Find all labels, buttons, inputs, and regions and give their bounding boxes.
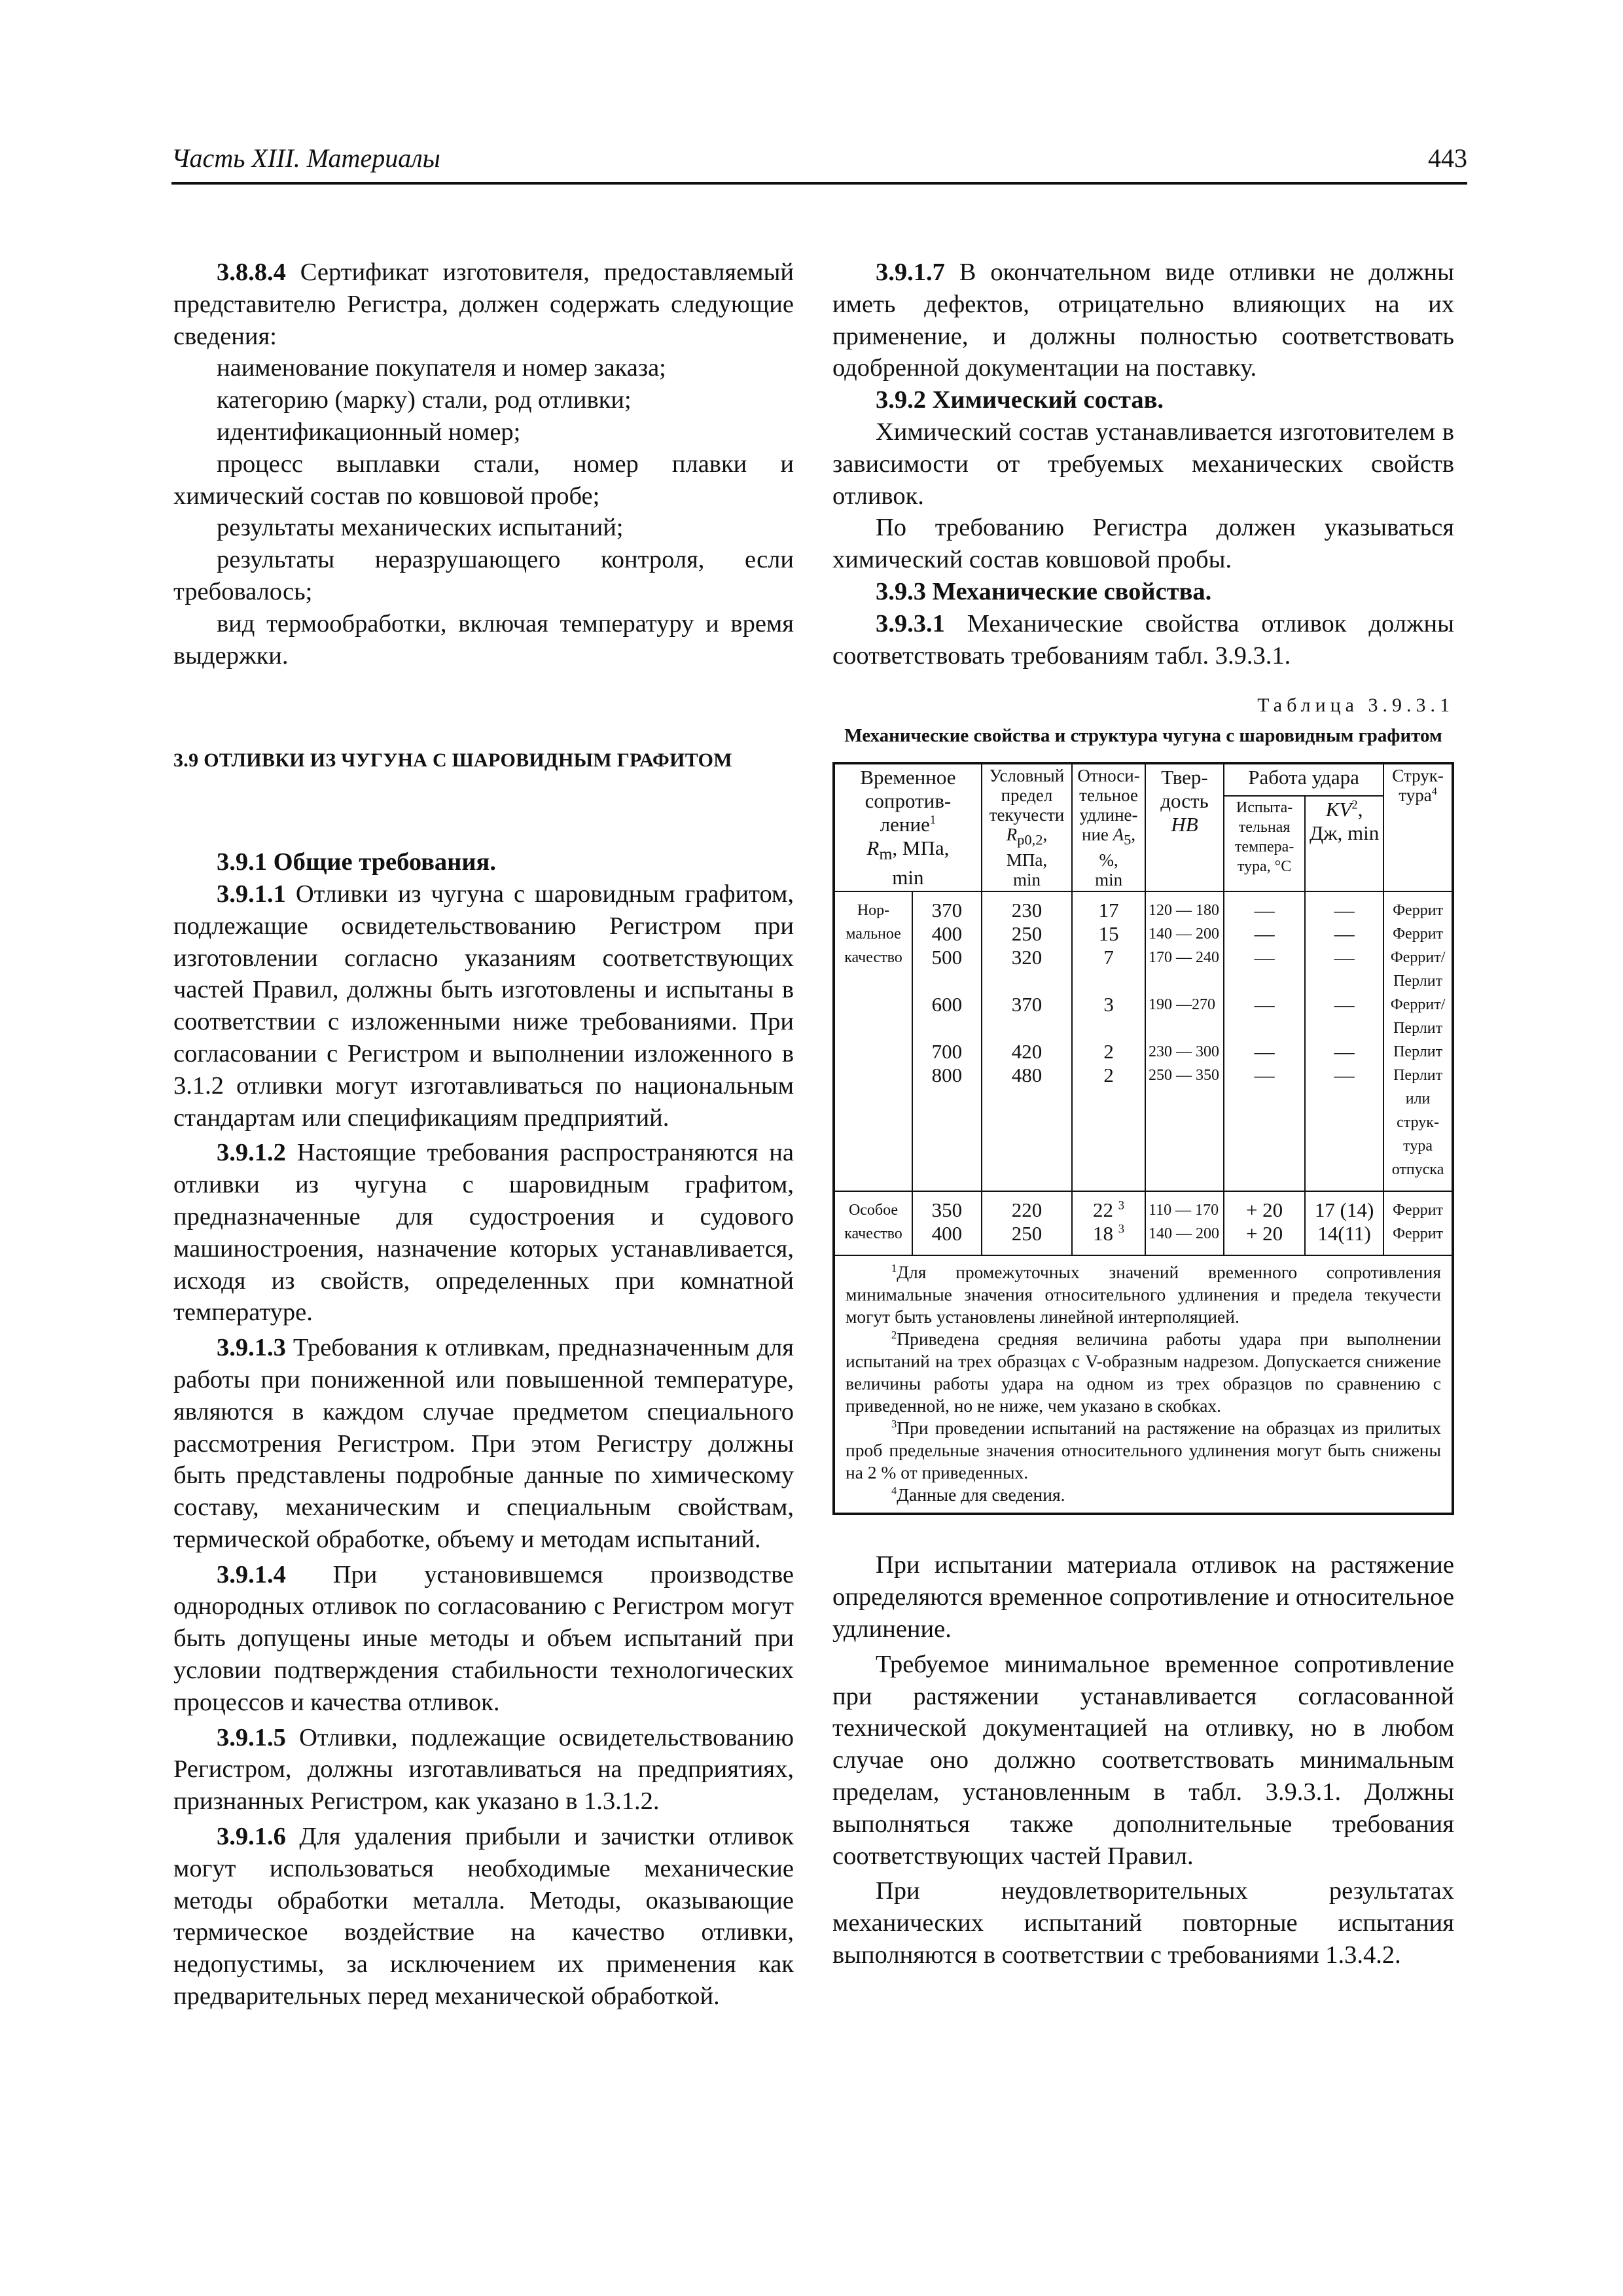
paragraph-3-8-8-4: [173, 257, 794, 352]
header-text: Твер-дость: [1160, 766, 1209, 813]
a5-cell: [1072, 891, 1145, 1191]
hb-cell: [1145, 1191, 1224, 1255]
cell-value: —: [1254, 1040, 1275, 1064]
hb-cell: [1145, 891, 1224, 1191]
cell-value: 3: [1103, 993, 1114, 1016]
header-min: min: [1095, 869, 1123, 889]
paragraph-3-9-1-2: [173, 1137, 794, 1329]
cell-value: 250: [1011, 922, 1043, 946]
cell-value: 140 — 200: [1149, 925, 1220, 943]
note-text: Приведена средняя величина работы удара при выполнении испытаний на трех образцах с V-образным надрезом. Допускается снижение величины работы удара на одном из трех образцов по сравнению с приведенной, но не ниже, чем указано в скобках.: [846, 1329, 1441, 1416]
list-item: идентификационный номер;: [217, 418, 521, 446]
heading-3-9-2: 3.9.2 Химический состав.: [876, 386, 1164, 414]
page-number: 443: [1428, 143, 1467, 173]
header-impact: Работа удара: [1224, 763, 1383, 796]
clause-text: Требования к отливкам, предназначенным для работы при пониженной или повышенной температуре, являются в каждом случае предметом специального рассмотрения Регистром. При этом Регистру должны быть представлены подробные данные по химическому составу, механическим и специальным свойствам, термической обработке, объему и методам испытаний.: [173, 1334, 794, 1553]
cell-value: 800: [931, 1064, 963, 1087]
subscript: p0,2: [1017, 831, 1043, 848]
group-label: Особое качество: [834, 1191, 912, 1255]
cell-value: —: [1334, 922, 1355, 946]
cell-value: 370: [1011, 993, 1043, 1016]
table-row-group-normal: [834, 891, 1453, 1191]
table-note: [846, 1417, 1441, 1484]
footnote-ref: 1: [929, 813, 936, 827]
header-text: Относи-тельное удлине-ние: [1077, 766, 1140, 845]
paragraph-3-9-1-7: [832, 257, 1454, 384]
header-text: Временное сопротив-: [860, 766, 956, 813]
cell-value: —: [1334, 1040, 1355, 1064]
table-notes: [834, 1255, 1453, 1514]
cell-value: 18: [1093, 1222, 1114, 1246]
clause-number: 3.8.8.4: [217, 259, 286, 286]
header-elongation: Относи-тельное удлине-ние $A_5$, %, min: [1072, 763, 1145, 891]
cell-value: 400: [931, 1222, 963, 1246]
clause-text: Настоящие требования распространяются на отливки из чугуна с шаровидным графитом, предназначенные для судостроения и судового машиностроения, назначение которых устанавливается, исходя из свойств, определенных при комнатной температуре.: [173, 1139, 794, 1327]
cell-value: 350: [931, 1198, 963, 1222]
cell-value: 7: [1103, 946, 1114, 969]
mechanical-properties-table: [832, 762, 1454, 1515]
cell-value: —: [1334, 899, 1355, 922]
footnote-mark: 1: [891, 1262, 897, 1275]
cell-value: 2: [1103, 1040, 1114, 1064]
table-notes-row: [834, 1255, 1453, 1514]
temp-cell: [1224, 1191, 1305, 1255]
cell-value: 480: [1011, 1064, 1043, 1087]
header-unit: , МПа,: [892, 836, 950, 860]
clause-text: Механические свойства отливок должны соответствовать требованиям табл. 3.9.3.1.: [832, 609, 1454, 670]
cell-value: Перлит или струк-тура отпуска: [1391, 1067, 1444, 1179]
header-tensile: [834, 763, 982, 891]
cell-value: Феррит/ Перлит: [1390, 996, 1446, 1037]
paragraph-3-9-2-b: По требованию Регистра должен указываться химический состав ковшовой пробы.: [832, 514, 1454, 574]
kv-cell: [1305, 1191, 1383, 1255]
cell-value: Феррит: [1393, 1225, 1444, 1243]
cell-value: 400: [931, 922, 963, 946]
cell-value: —: [1254, 993, 1275, 1016]
header-min: min: [1012, 869, 1041, 889]
cell-value: Феррит: [1393, 925, 1444, 943]
table-note: [846, 1261, 1441, 1328]
clause-number: 3.9.1.2: [217, 1139, 286, 1167]
paragraph-after-table-2: Требуемое минимальное временное сопротивление при растяжении устанавливается согласованной технической документацией на отливку, но в любом случае оно должно соответствовать минимальным пределам, установленным в табл. 3.9.3.1. Должны выполняться также дополнительные требования соответствующих частей Правил.: [832, 1650, 1454, 1870]
footnote-ref: 3: [1118, 1223, 1125, 1237]
header-kv: $KV^2$, Дж, min: [1305, 796, 1383, 891]
paragraph-3-9-1-1: [173, 878, 794, 1134]
cell-value: —: [1334, 946, 1355, 969]
group-label: Нор-мальное качество: [834, 891, 912, 1191]
cell-value: 190 —270: [1149, 996, 1216, 1014]
cell-value: 250 — 350: [1149, 1067, 1220, 1085]
list-item: вид термообработки, включая температуру и время выдержки.: [173, 609, 794, 670]
clause-text: Сертификат изготовителя, предоставляемый представителю Регистра, должен содержать следующие сведения:: [173, 259, 794, 350]
symbol: A: [1113, 825, 1124, 845]
header-text: ление: [880, 813, 930, 836]
cell-value: 220: [1011, 1198, 1043, 1222]
cell-value: 17 (14): [1314, 1198, 1374, 1222]
paragraph-3-9-3-1: [832, 608, 1454, 672]
temp-cell: [1224, 891, 1305, 1191]
clause-number: 3.9.1.4: [217, 1560, 286, 1588]
cell-value: 600: [931, 993, 963, 1016]
paragraph-3-9-1-4: [173, 1559, 794, 1719]
footnote-ref: 3: [1118, 1199, 1125, 1213]
header-hardness: [1145, 763, 1224, 891]
cell-value: 370: [931, 899, 963, 922]
clause-text: Отливки из чугуна с шаровидным графитом, подлежащие освидетельствованию Регистром при изготовлении согласно указаниям соответствующих частей Правил, должны быть изготовлены и испытаны в соответствии с изложенными ниже требованиями. При согласовании с Регистром и выполнении изложенного в 3.1.2 отливки могут изготавливаться по национальным стандартам или спецификациям предприятий.: [173, 880, 794, 1132]
paragraph-after-table-3: При неудовлетворительных результатах механических испытаний повторные испытания выполняются в соответствии с требованиями 1.3.4.2.: [832, 1877, 1454, 1969]
list-item: результаты неразрушающего контроля, если требовалось;: [173, 546, 794, 605]
running-title: Часть XIII. Материалы: [171, 143, 440, 173]
header-text: Условный предел текучести: [989, 766, 1065, 825]
symbol: R: [866, 836, 880, 860]
paragraph-3-9-2-a: Химический состав устанавливается изготовителем в зависимости от требуемых механических свойств отливок.: [832, 418, 1454, 510]
paragraph-3-9-1-3: [173, 1332, 794, 1556]
cell-value: + 20: [1245, 1222, 1283, 1246]
header-unit: МПа,: [1006, 850, 1048, 870]
paragraph-after-table-1: При испытании материала отливок на растяжение определяются временное сопротивление и относительное удлинение.: [832, 1551, 1454, 1643]
footnote-mark: 4: [891, 1484, 897, 1498]
clause-text: В окончательном виде отливки не должны иметь дефектов, отрицательно влияющих на их применение, и должны полностью соответствовать одобренной документации на поставку.: [832, 259, 1454, 382]
header-test-temperature: Испыта-тельная темпера-тура, °С: [1224, 796, 1305, 891]
paragraph-3-9-1-5: [173, 1722, 794, 1818]
rm-cell: [912, 891, 982, 1191]
symbol: KV: [1325, 798, 1352, 821]
cell-value: —: [1334, 993, 1355, 1016]
cell-value: Феррит: [1393, 902, 1444, 920]
cell-value: + 20: [1245, 1198, 1283, 1222]
rp-cell: [982, 891, 1072, 1191]
table-title: Механические свойства и структура чугуна с шаровидным графитом: [844, 725, 1442, 747]
cell-value: 120 — 180: [1149, 902, 1220, 920]
rp-cell: [982, 1191, 1072, 1255]
header-yield: Условный предел текучести $R_{p0,2}$, МПа, min: [982, 763, 1072, 891]
heading-3-9-3: 3.9.3 Механические свойства.: [876, 577, 1212, 605]
cell-value: 230 — 300: [1149, 1043, 1220, 1061]
table-note: [846, 1484, 1441, 1506]
section-title: 3.9 ОТЛИВКИ ИЗ ЧУГУНА С ШАРОВИДНЫМ ГРАФИТОМ: [173, 749, 732, 772]
cell-value: —: [1334, 1064, 1355, 1087]
clause-text: Отливки, подлежащие освидетельствованию Регистром, должны изготавливаться на предприятиях, признанных Регистром, как указано в 1.3.1.2.: [173, 1723, 794, 1816]
note-text: При проведении испытаний на растяжение на образцах из прилитых проб предельные значения относительного удлинения могут быть снижены на 2 % от приведенных.: [846, 1418, 1441, 1483]
cell-value: 320: [1011, 946, 1043, 969]
cell-value: 250: [1011, 1222, 1043, 1246]
table-caption: Таблица 3.9.3.1: [1257, 694, 1454, 717]
heading-3-9-1: 3.9.1 Общие требования.: [217, 848, 496, 876]
clause-number: 3.9.1.6: [217, 1823, 286, 1851]
cell-value: 500: [931, 946, 963, 969]
cell-value: 2: [1103, 1064, 1114, 1087]
cell-value: Феррит: [1393, 1202, 1444, 1219]
header-min: min: [892, 866, 924, 889]
clause-number: 3.9.1.5: [217, 1723, 286, 1751]
cell-value: Перлит: [1393, 1043, 1443, 1061]
list-item: категорию (марку) стали, род отливки;: [217, 386, 632, 414]
header-text: Струк-тура: [1392, 766, 1444, 806]
footnote-ref: 2: [1351, 798, 1358, 812]
rm-cell: [912, 1191, 982, 1255]
a5-cell: [1072, 1191, 1145, 1255]
page-header: [171, 143, 1467, 185]
structure-cell: [1383, 1191, 1453, 1255]
subscript: m: [879, 844, 893, 864]
footnote-ref: 4: [1431, 785, 1437, 798]
cell-value: 15: [1098, 922, 1119, 946]
cell-value: —: [1254, 946, 1275, 969]
clause-number: 3.9.1.7: [876, 259, 945, 286]
table-row-group-special: [834, 1191, 1453, 1255]
cell-value: 700: [931, 1040, 963, 1064]
clause-number: 3.9.3.1: [876, 609, 945, 637]
right-column: [832, 257, 1454, 1971]
paragraph-3-9-1-6: [173, 1821, 794, 2013]
clause-text: Для удаления прибыли и зачистки отливок могут использоваться необходимые механические методы обработки металла. Методы, оказывающие термическое воздействие на качество отливки, недопустимы, за исключением их применения как предварительных перед механической обработкой.: [173, 1823, 794, 2011]
table-note: [846, 1328, 1441, 1417]
list-item: наименование покупателя и номер заказа;: [217, 354, 666, 382]
cell-value: 17: [1098, 899, 1119, 922]
cell-value: —: [1254, 922, 1275, 946]
header-unit: Дж, min: [1309, 821, 1380, 845]
cell-value: 420: [1011, 1040, 1043, 1064]
cell-value: 22: [1093, 1198, 1114, 1222]
symbol: HB: [1171, 813, 1198, 836]
footnote-mark: 2: [891, 1329, 897, 1342]
cell-value: 170 — 240: [1149, 949, 1220, 967]
header-unit: %,: [1099, 850, 1118, 870]
cell-value: —: [1254, 899, 1275, 922]
cell-value: 230: [1011, 899, 1043, 922]
clause-number: 3.9.1.1: [217, 880, 286, 908]
subscript: 5: [1124, 831, 1132, 848]
list-item: результаты механических испытаний;: [217, 514, 624, 542]
footnote-mark: 3: [891, 1418, 897, 1431]
cell-value: Феррит/ Перлит: [1390, 949, 1446, 990]
cell-value: 110 — 170: [1149, 1202, 1219, 1219]
structure-cell: [1383, 891, 1453, 1191]
kv-cell: [1305, 891, 1383, 1191]
clause-number: 3.9.1.3: [217, 1334, 286, 1362]
left-column: [173, 257, 794, 2013]
cell-value: 14(11): [1317, 1222, 1371, 1246]
symbol: R: [1006, 825, 1018, 845]
cell-value: —: [1254, 1064, 1275, 1087]
cell-value: 140 — 200: [1149, 1225, 1220, 1243]
header-structure: [1383, 763, 1453, 891]
list-item: процесс выплавки стали, номер плавки и химический состав по ковшовой пробе;: [173, 450, 794, 510]
note-text: Для промежуточных значений временного сопротивления минимальные значения относительного удлинения и предела текучести могут быть установлены линейной интерполяцией.: [846, 1262, 1441, 1327]
note-text: Данные для сведения.: [897, 1484, 1065, 1505]
clause-text: При установившемся производстве однородных отливок по согласованию с Регистром могут быть допущены иные методы и объем испытаний при условии подтверждения стабильности технологических процессов и качества отливок.: [173, 1560, 794, 1716]
